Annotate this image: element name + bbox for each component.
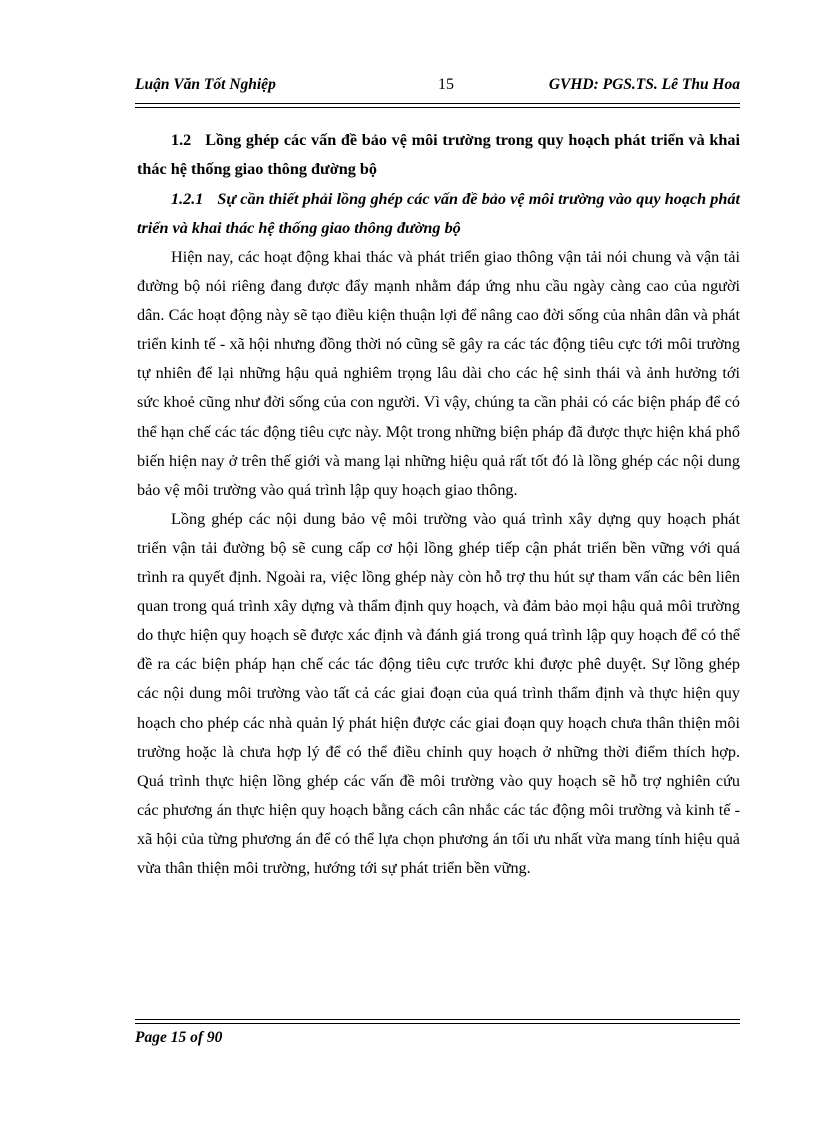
subsection-heading — [137, 185, 740, 243]
footer-divider — [135, 1019, 740, 1024]
header-advisor: GVHD: PGS.TS. Lê Thu Hoa — [548, 76, 740, 93]
header-thesis-title: Luận Văn Tốt Nghiệp — [135, 76, 276, 93]
paragraph: Hiện nay, các hoạt động khai thác và phát triển giao thông vận tải nói chung và vận tải đường bộ nói riêng đang được đẩy mạnh nhằm đáp ứng nhu cầu ngày càng cao của người dân. Các hoạt động này sẽ tạo điều kiện thuận lợi để nâng cao đời sống của nhân dân và phát triển kinh tế - xã hội nhưng đồng thời nó cũng sẽ gây ra các tác động tiêu cực tới môi trường tự nhiên để lại những hậu quả nghiêm trọng lâu dài cho các hệ sinh thái và ảnh hưởng tới sức khoẻ cũng như đời sống của con người. Vì vậy, chúng ta cần phải có các biện pháp để có thể hạn chế các tác động tiêu cực này. Một trong những biện pháp đã được thực hiện khá phổ biến hiện nay ở trên thế giới và mang lại những hiệu quả rất tốt đó là lồng ghép các nội dung bảo vệ môi trường vào quá trình lập quy hoạch giao thông. — [137, 248, 740, 499]
section-heading — [137, 126, 740, 184]
header-page-number: 15 — [438, 76, 454, 93]
page-header — [135, 74, 740, 98]
section-title: Lồng ghép các vấn đề bảo vệ môi trường trong quy hoạch phát triển và khai thác hệ thống giao thông đường bộ — [137, 131, 740, 178]
subsection-title: Sự cần thiết phải lồng ghép các vấn đề bảo vệ môi trường vào quy hoạch phát triển và khai thác hệ thống giao thông đường bộ — [137, 190, 740, 237]
subsection-number: 1.2.1 — [171, 190, 204, 208]
page-content — [137, 126, 740, 883]
page-footer: Page 15 of 90 — [135, 1029, 223, 1046]
section-number: 1.2 — [171, 131, 192, 149]
header-divider — [135, 103, 740, 108]
paragraph: Lồng ghép các nội dung bảo vệ môi trường vào quá trình xây dựng quy hoạch phát triển vận tải đường bộ sẽ cung cấp cơ hội lồng ghép tiếp cận phát triển bền vững với quá trình ra quyết định. Ngoài ra, việc lồng ghép này còn hỗ trợ thu hút sự tham vấn các bên liên quan trong quá trình xây dựng và thẩm định quy hoạch, và đảm bảo mọi hậu quả môi trường do thực hiện quy hoạch sẽ được xác định và đánh giá trong quá trình lập quy hoạch để có thể đề ra các biện pháp hạn chế các tác động tiêu cực trước khi được phê duyệt. Sự lồng ghép các nội dung môi trường vào tất cả các giai đoạn của quá trình thẩm định và thực hiện quy hoạch cho phép các nhà quản lý phát hiện được các giai đoạn quy hoạch chưa thân thiện môi trường hoặc là chưa hợp lý để có thể điều chỉnh quy hoạch ở những thời điểm thích hợp. Quá trình thực hiện lồng ghép các vấn đề môi trường vào quy hoạch sẽ hỗ trợ nghiên cứu các phương án thực hiện quy hoạch bằng cách cân nhắc các tác động môi trường và kinh tế - xã hội của từng phương án để có thể lựa chọn phương án tối ưu nhất vừa mang tính hiệu quả vừa thân thiện môi trường, hướng tới sự phát triển bền vững. — [137, 509, 740, 877]
